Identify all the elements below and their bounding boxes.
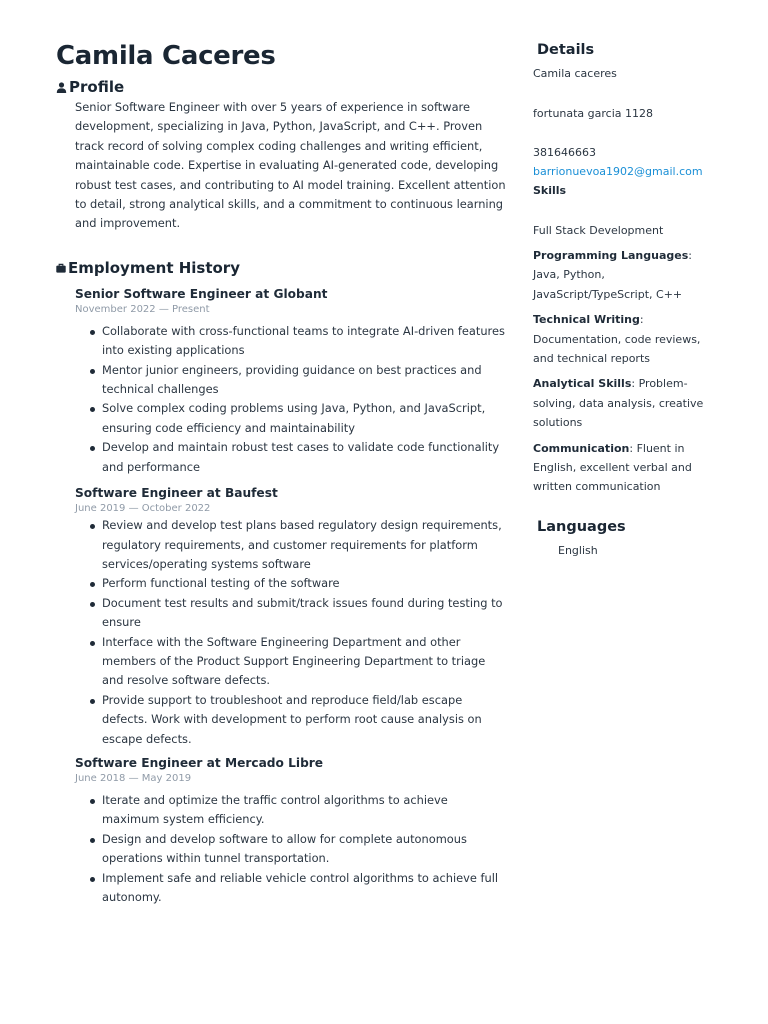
- job-title: Senior Software Engineer at Globant: [75, 286, 328, 301]
- skill-item: Communication: Fluent in English, excellent verbal and written communication: [533, 441, 692, 494]
- job-bullet: Interface with the Software Engineering Department and other members of the Product Support Engineering Department to triage and resolve software defects.: [75, 633, 506, 691]
- candidate-name: Camila Caceres: [56, 41, 276, 71]
- job-bullets: [75, 791, 506, 907]
- profile-heading: [56, 77, 506, 97]
- job-bullet: Design and develop software to allow for complete autonomous operations within tunnel transportation.: [75, 830, 506, 869]
- skills-summary: Full Stack Development: [533, 223, 664, 237]
- job-bullet: Iterate and optimize the traffic control algorithms to achieve maximum system efficiency.: [75, 791, 506, 830]
- skill-value: Problem-solving, data analysis, creative solutions: [533, 377, 704, 430]
- employment-heading: [56, 258, 506, 278]
- skill-name: Communication: [533, 441, 630, 455]
- skill-value: Fluent in English, excellent verbal and written communication: [533, 441, 692, 494]
- skill-value: Java, Python, JavaScript/TypeScript, C++: [533, 268, 683, 301]
- job-bullet: Collaborate with cross-functional teams to integrate AI-driven features into existing applications: [75, 322, 506, 361]
- skill-name: Technical Writing: [533, 313, 640, 327]
- job-bullet: Provide support to troubleshoot and reproduce field/lab escape defects. Work with development to perform root cause analysis on escape defects.: [75, 691, 506, 749]
- side-column: [533, 40, 711, 560]
- language-item: English: [558, 543, 598, 557]
- job-title: Software Engineer at Mercado Libre: [75, 755, 324, 770]
- job-dates: June 2018 — May 2019: [75, 772, 192, 784]
- job-dates: November 2022 — Present: [75, 303, 210, 315]
- job-entry: [75, 485, 506, 749]
- details-phone: 381646663: [533, 146, 596, 159]
- email-link[interactable]: barrionuevoa1902@gmail.com: [533, 164, 703, 178]
- job-bullet: Solve complex coding problems using Java, Python, and JavaScript, ensuring code efficiency and maintainability: [75, 399, 506, 438]
- job-bullet: Document test results and submit/track issues found during testing to ensure: [75, 594, 506, 633]
- job-bullets: [75, 516, 506, 749]
- skill-item: Technical Writing: Documentation, code reviews, and technical reports: [533, 313, 701, 366]
- profile-summary: Senior Software Engineer with over 5 years of experience in software development, specializing in Java, Python, JavaScript, and C++. Proven track record of solving complex coding challenges and writing efficient, maintainable code. Expertise in evaluating AI-generated code, developing robust test cases, and contributing to AI model training. Excellent attention to detail, strong analytical skills, and a commitment to continuous learning and improvement.: [75, 100, 506, 231]
- job-bullets: [75, 322, 506, 477]
- skill-item: Analytical Skills: Problem-solving, data analysis, creative solutions: [533, 377, 704, 430]
- job-title: Software Engineer at Baufest: [75, 486, 278, 501]
- skill-name: Programming Languages: [533, 249, 689, 262]
- job-bullet: Review and develop test plans based regulatory design requirements, regulatory requirements, and customer requirements for platform services/operating systems software: [75, 516, 506, 574]
- skills-label: Skills: [533, 184, 567, 197]
- person-icon: [56, 82, 67, 93]
- job-dates: June 2019 — October 2022: [75, 503, 211, 515]
- job-entry: [75, 286, 506, 477]
- employment-heading-label: Employment History: [68, 258, 240, 277]
- job-bullet: Mentor junior engineers, providing guidance on best practices and technical challenges: [75, 361, 506, 400]
- details-heading: Details: [537, 42, 595, 58]
- skill-value: Documentation, code reviews, and technical reports: [533, 332, 701, 366]
- skill-name: Analytical Skills: [533, 377, 632, 391]
- job-entry: [75, 755, 506, 907]
- skill-item: Programming Languages: Java, Python, JavaScript/TypeScript, C++: [533, 249, 692, 301]
- details-name: Camila caceres: [533, 67, 617, 80]
- job-bullet: Develop and maintain robust test cases to validate code functionality and performance: [75, 438, 506, 477]
- profile-heading-label: Profile: [69, 78, 125, 96]
- job-bullet: Implement safe and reliable vehicle control algorithms to achieve full autonomy.: [75, 869, 506, 908]
- briefcase-icon: [56, 263, 66, 273]
- details-address: fortunata garcia 1128: [533, 106, 654, 120]
- job-bullet: Perform functional testing of the software: [75, 574, 506, 593]
- main-column: [56, 40, 506, 907]
- languages-heading: Languages: [537, 518, 626, 535]
